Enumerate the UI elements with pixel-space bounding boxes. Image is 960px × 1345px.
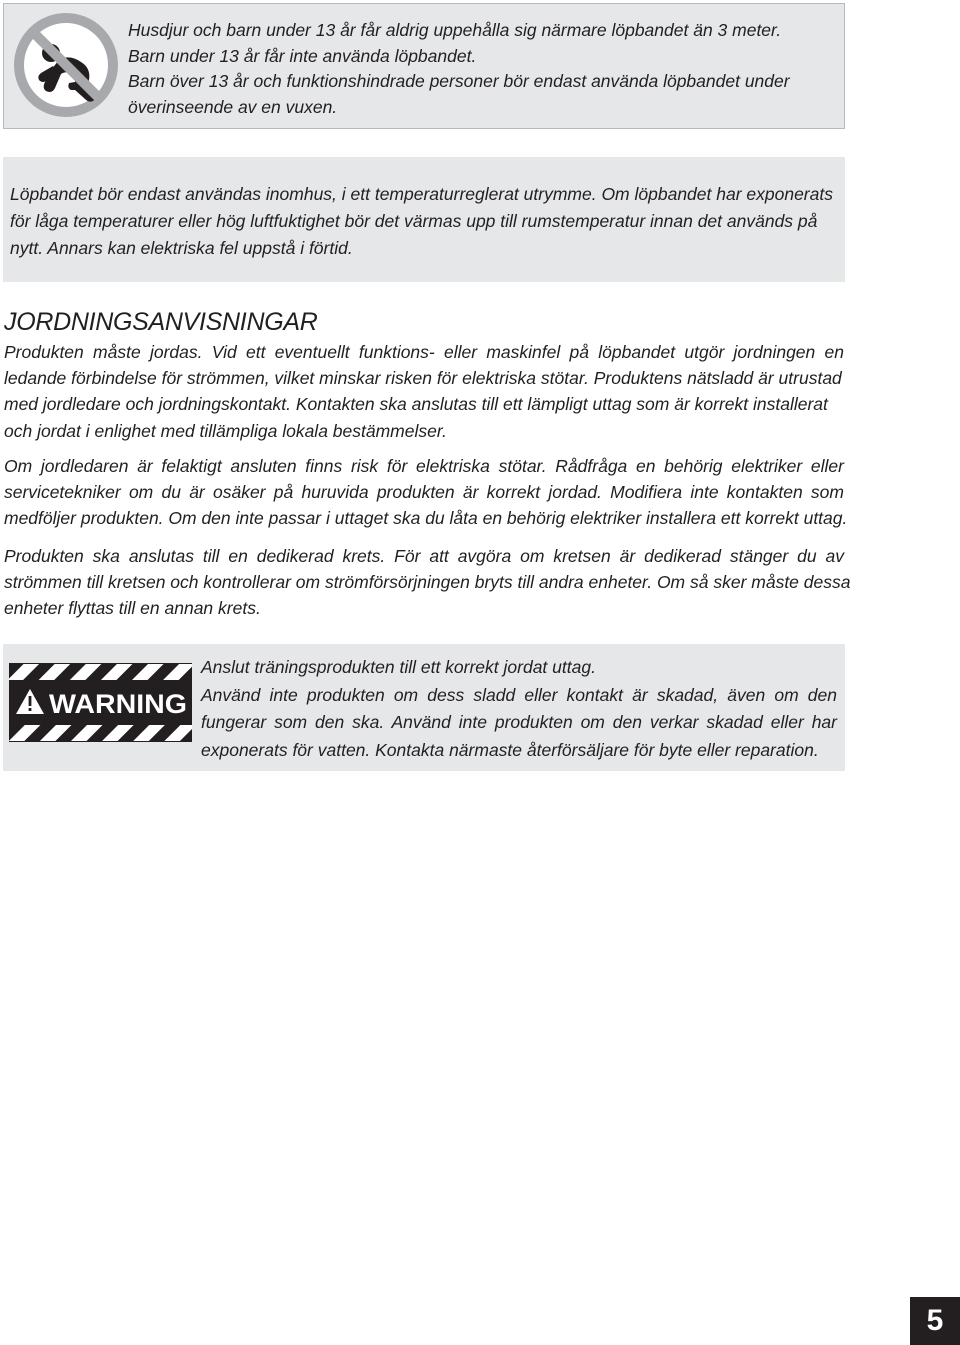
grounding-paragraph [4,543,851,622]
text-line: Anslut träningsprodukten till ett korrekt jordat uttag. [201,657,596,677]
temperature-note-text [10,181,842,262]
no-children-icon [11,10,121,120]
text-line: överinseende av en vuxen. [128,96,338,117]
text-line: Använd inte produkten om dess sladd eller kontakt är skadad, även om den [201,684,837,705]
temperature-note-box [3,157,845,282]
text-line: medföljer produkten. Om den inte passar i uttaget ska du låta en behörig elektriker installera ett korrekt uttag. [4,508,848,529]
text-line: nytt. Annars kan elektriska fel uppstå i förtid. [10,238,353,258]
text-line: strömmen till kretsen och kontrollerar om strömförsörjningen bryts till andra enheter. Om så sker måste dessa [4,572,851,593]
text-line: Barn över 13 år och funktionshindrade personer bör endast använda löpbandet under [128,71,790,91]
text-line: för låga temperaturer eller hög luftfuktighet bör det värmas upp till rumstemperatur innan det används på [10,211,818,231]
text-line: Husdjur och barn under 13 år får aldrig uppehålla sig närmare löpbandet än 3 meter. [128,20,782,40]
text-line: fungerar som den ska. Använd inte produkten om den verkar skadad eller har [201,712,837,732]
text-line: enheter flyttas till en annan krets. [4,598,261,619]
warning-label [9,663,192,742]
grounding-paragraph [4,339,844,444]
child-safety-text [128,18,840,120]
text-line: Produkten ska anslutas till en dedikerad krets. För att avgöra om kretsen är dedikerad stänger du av [4,546,844,566]
warning-text [201,654,837,764]
text-line: ledande förbindelse för strömmen, vilket minskar risken för elektriska stötar. Produktens nätsladd är utrustad [4,368,842,389]
text-line: exponerats för vatten. Kontakta närmaste återförsäljare för byte eller reparation. [201,739,819,760]
text-line: Produkten måste jordas. Vid ett eventuellt funktions- eller maskinfel på löpbandet utgör jordningen en [4,342,844,362]
page-number: 5 [910,1297,960,1345]
text-line: Om jordledaren är felaktigt ansluten finns risk för elektriska stötar. Rådfråga en behörig elektriker eller [4,456,844,476]
text-line: servicetekniker om du är osäker på huruvida produkten är korrekt jordad. Modifiera inte kontakten som [4,482,844,503]
warning-label-text: WARNING [49,689,187,719]
text-line: Barn under 13 år får inte använda löpbandet. [128,45,477,66]
text-line: med jordledare och jordningskontakt. Kontakten ska anslutas till ett lämpligt uttag som är korrekt installerat [4,394,828,415]
warning-box [3,644,845,771]
section-heading: JORDNINGSANVISNINGAR [4,308,318,336]
child-safety-box [3,3,845,129]
text-line: och jordat i enlighet med tillämpliga lokala bestämmelser. [4,420,447,441]
text-line: Löpbandet bör endast användas inomhus, i ett temperaturreglerat utrymme. Om löpbandet har exponerats [10,184,833,204]
grounding-paragraph [4,453,848,532]
